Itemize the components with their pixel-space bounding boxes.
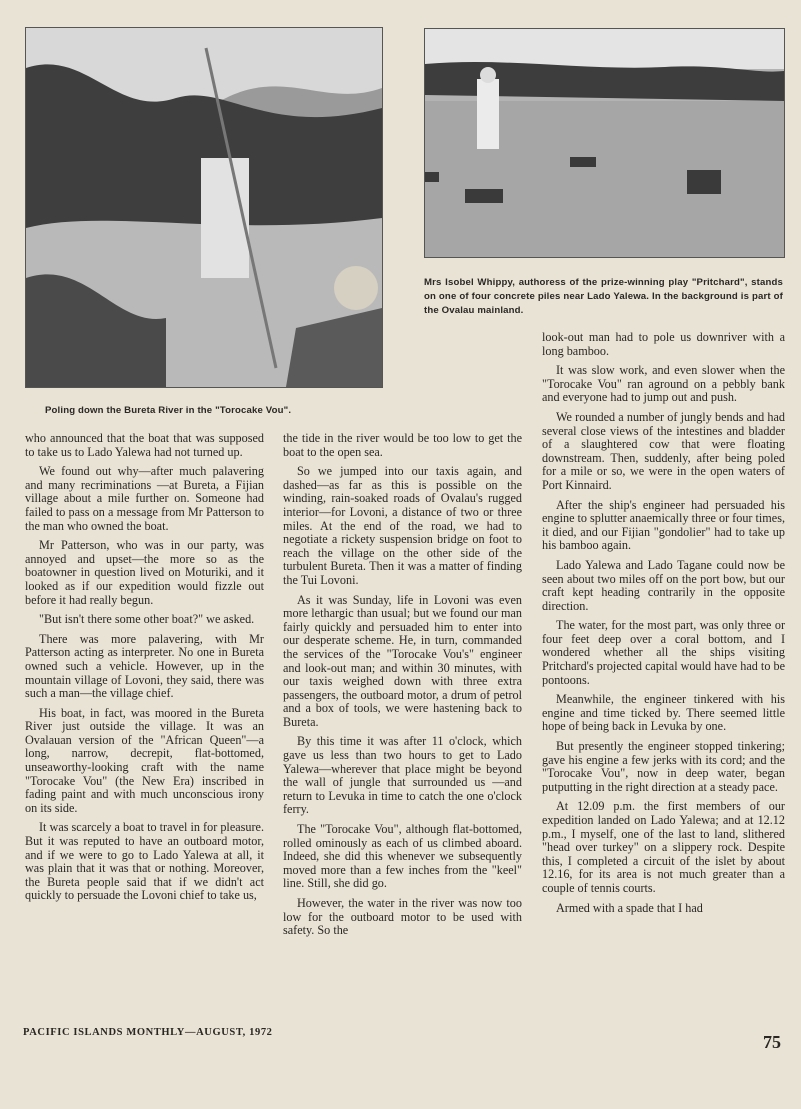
paragraph: the tide in the river would be too low to get the boat to the open sea. bbox=[283, 431, 522, 459]
paragraph: By this time it was after 11 o'clock, which gave us less than two hours to get to Lado Yalewa—wherever that place might be beyond the wall of jungle that surrounded us —and return to Levuka in time to catch the one o'clock ferry. bbox=[283, 734, 522, 817]
caption-right-photo: Mrs Isobel Whippy, authoress of the prize-winning play "Pritchard", stands on one of four concrete piles near Lado Yalewa. In the background is part of the Ovalau mainland. bbox=[424, 277, 783, 316]
paragraph: But presently the engineer stopped tinkering; gave his engine a few jerks with its cord; and the "Torocake Vou", now in deep water, began putputting in the right direction at a steady pace. bbox=[542, 739, 785, 794]
page-number: 75 bbox=[763, 1032, 781, 1052]
paragraph: So we jumped into our taxis again, and dashed—as far as this is possible on the winding, rain-soaked roads of Ovalau's rugged interior—for Lovoni, a distance of two or three miles. At the end of the road, we had to negotiate a rickety suspension bridge on foot to reach the village on the other side of the turbulent Bureta. Then it was a matter of finding the Tui Lovoni. bbox=[283, 464, 522, 587]
photo-isobel-whippy bbox=[424, 28, 785, 258]
caption-left-photo: Poling down the Bureta River in the "Torocake Vou". bbox=[45, 405, 292, 416]
paragraph: Meanwhile, the engineer tinkered with his engine and time ticked by. There seemed little hope of being back in Levuka by one. bbox=[542, 692, 785, 734]
paragraph: As it was Sunday, life in Lovoni was even more lethargic than usual; but we found our man fairly quickly and persuaded him to enter into our desperate scheme. He, in turn, commanded the services of the "Torocake Vou's" engineer and look-out man; and within 30 minutes, with our taxis weighed down with three extra passengers, the outboard motor, a drum of petrol and a box of tools, we were hastening back to Bureta. bbox=[283, 592, 522, 729]
paragraph: There was more palavering, with Mr Patterson acting as interpreter. No one in Bureta owned such a vehicle. However, up in the mountain village of Lovoni, they said, there was such a man—the village chief. bbox=[25, 631, 264, 701]
paragraph: It was scarcely a boat to travel in for pleasure. But it was reputed to have an outboard motor, and if we were to go to Lado Yalewa at all, it was plain that it was that or nothing. Moreover, the Bureta people said that if we didn't act quickly to persuade the Lovoni chief to take us, bbox=[25, 820, 264, 903]
paragraph: After the ship's engineer had persuaded his engine to splutter anaemically three or four times, it died, and our Fijian "gondolier" had to take up his bamboo again. bbox=[542, 497, 785, 553]
paragraph: Mr Patterson, who was in our party, was annoyed and upset—the more so as the boatowner in question lived on Moturiki, and it looked as if our expedition would fizzle out before it had really begun. bbox=[25, 538, 264, 607]
paragraph: "But isn't there some other boat?" we asked. bbox=[39, 612, 255, 627]
paragraph: The "Torocake Vou", although flat-bottomed, rolled ominously as each of us climbed aboard. Indeed, she did this whenever we subsequently moved more than a few inches from the "keel" line. Still, she did go. bbox=[283, 822, 522, 891]
paragraph: Lado Yalewa and Lado Tagane could now be seen about two miles off on the port bow, but our craft kept heading contrarily in the opposite direction. bbox=[542, 557, 785, 613]
pile-photo-illustration bbox=[425, 29, 784, 257]
article-column-1 bbox=[25, 432, 264, 909]
paragraph: We rounded a number of jungly bends and had several close views of the intestines and bladder of a slaughtered cow that were floating downstream. Then, suddenly, after being poled for a mile or so, we were in the open waters of Port Kinnaird. bbox=[542, 409, 785, 492]
paragraph: The water, for the most part, was only three or four feet deep over a coral bottom, and I wondered whether all the ships visiting Pritchard's projected capital would have had to be pontoons. bbox=[542, 618, 785, 687]
paragraph: However, the water in the river was now too low for the outboard motor to be used with safety. So the bbox=[283, 896, 522, 938]
paragraph: Armed with a spade that I had bbox=[556, 900, 703, 915]
paragraph: His boat, in fact, was moored in the Bureta River just outside the village. It was an Ovalauan version of the "African Queen"—a long, narrow, decrepit, flat-bottomed, unseaworthy-looking craft with the name "Torocake Vou" (the New Era) inscribed in fading paint and with much unconscious irony on its side. bbox=[25, 705, 264, 815]
paragraph: We found out why—after much palavering and many recriminations —at Bureta, a Fijian village about a mile further on. Someone had failed to pass on a message from Mr Patterson to the man who owned the boat. bbox=[25, 464, 264, 533]
article-column-3 bbox=[542, 331, 785, 921]
article-column-2 bbox=[283, 432, 522, 944]
paragraph: It was slow work, and even slower when the "Torocake Vou" ran aground on a pebbly bank and everyone had to jump out and push. bbox=[542, 363, 785, 405]
paragraph: At 12.09 p.m. the first members of our expedition landed on Lado Yalewa; and at 12.12 p.m., I myself, one of the last to land, slithered "head over turkey" on a slippery rock. Despite this, I completed a circuit of the islet by about 12.16, for its area is not much greater than a couple of tennis courts. bbox=[542, 799, 785, 895]
paragraph: who announced that the boat that was supposed to take us to Lado Yalewa had not turned up. bbox=[25, 431, 264, 459]
photo-bureta-river bbox=[25, 27, 383, 388]
river-photo-illustration bbox=[26, 28, 382, 387]
publication-footer: PACIFIC ISLANDS MONTHLY—AUGUST, 1972 bbox=[23, 1027, 273, 1038]
paragraph: look-out man had to pole us downriver with a long bamboo. bbox=[542, 330, 785, 358]
